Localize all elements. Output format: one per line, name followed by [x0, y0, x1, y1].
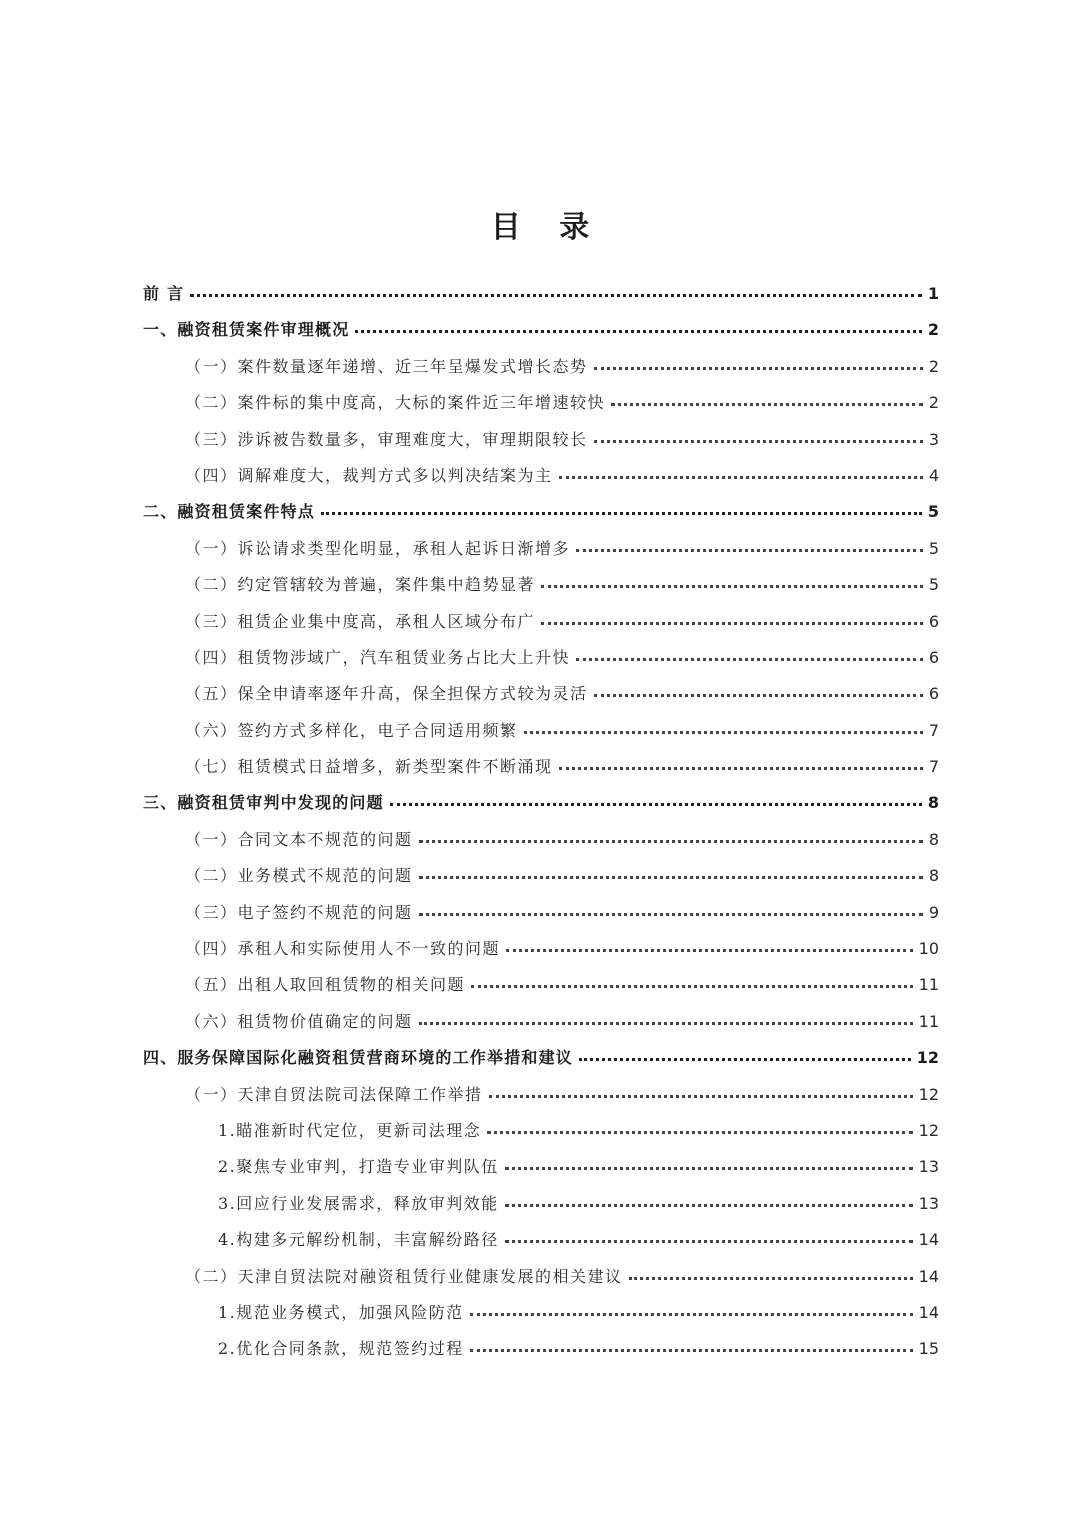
toc-entry[interactable] [143, 858, 939, 894]
toc-page-number: 14 [918, 1230, 939, 1250]
toc-entry[interactable] [143, 276, 939, 312]
toc-entry[interactable] [143, 1149, 939, 1185]
toc-entry-label: 一、融资租赁案件审理概况 [143, 320, 350, 340]
page-title: 目 录 [490, 210, 604, 245]
toc-entry-label: 前 言 [143, 284, 185, 303]
toc-entry[interactable] [143, 349, 939, 385]
toc-dot-leader [524, 719, 923, 734]
toc-entry-label: 2.聚焦专业审判，打造专业审判队伍 [218, 1157, 499, 1177]
toc-entry-label: （六）签约方式多样化，电子合同适用频繁 [185, 720, 518, 740]
toc-entry[interactable] [143, 1040, 939, 1076]
toc-dot-leader [541, 610, 923, 625]
toc-page-number: 2 [928, 393, 939, 413]
toc-dot-leader [355, 318, 921, 333]
toc-entry[interactable] [143, 1113, 939, 1149]
toc-dot-leader [506, 937, 913, 952]
toc-page-number: 12 [918, 1084, 939, 1104]
toc-dot-leader [576, 537, 923, 552]
toc-page-number: 10 [918, 939, 939, 959]
toc-entry-label: （二）天津自贸法院对融资租赁行业健康发展的相关建议 [185, 1266, 623, 1286]
toc-page-number: 7 [928, 720, 939, 740]
toc-dot-leader [190, 282, 922, 297]
table-of-contents [143, 276, 939, 1368]
toc-entry-label: （三）租赁企业集中度高，承租人区域分布广 [185, 611, 536, 631]
toc-dot-leader [390, 791, 922, 806]
toc-entry-label: 1.规范业务模式，加强风险防范 [218, 1302, 464, 1322]
toc-entry-label: 二、融资租赁案件特点 [143, 502, 316, 522]
toc-entry[interactable] [143, 749, 939, 785]
toc-page-number: 2 [928, 356, 939, 376]
toc-page-number: 13 [918, 1157, 939, 1177]
toc-dot-leader [594, 355, 923, 370]
toc-entry[interactable] [143, 604, 939, 640]
toc-dot-leader [470, 1337, 913, 1352]
toc-page-number: 5 [928, 538, 939, 558]
toc-dot-leader [489, 1083, 913, 1098]
toc-page-number: 6 [928, 647, 939, 667]
toc-entry-label: （三）电子签约不规范的问题 [185, 902, 413, 922]
toc-page-number: 4 [928, 465, 939, 485]
toc-dot-leader [541, 573, 923, 588]
toc-page-number: 11 [918, 1011, 939, 1031]
toc-entry[interactable] [143, 931, 939, 967]
toc-dot-leader [579, 1046, 911, 1061]
toc-dot-leader [471, 973, 913, 988]
toc-page-number: 14 [918, 1302, 939, 1322]
toc-entry[interactable] [143, 1004, 939, 1040]
toc-entry[interactable] [143, 385, 939, 421]
toc-entry[interactable] [143, 312, 939, 348]
toc-dot-leader [559, 464, 923, 479]
toc-page-number: 8 [928, 866, 939, 886]
toc-entry-label: （一）合同文本不规范的问题 [185, 829, 413, 849]
toc-dot-leader [576, 646, 923, 661]
toc-dot-leader [505, 1155, 913, 1170]
toc-dot-leader [419, 864, 923, 879]
toc-entry-label: 4.构建多元解纷机制，丰富解纷路径 [218, 1230, 499, 1250]
toc-entry[interactable] [143, 640, 939, 676]
toc-page-number: 12 [916, 1048, 939, 1068]
toc-entry[interactable] [143, 785, 939, 821]
toc-dot-leader [559, 755, 923, 770]
toc-entry-label: 3.回应行业发展需求，释放审判效能 [218, 1193, 499, 1213]
toc-entry-label: （五）保全申请率逐年升高，保全担保方式较为灵活 [185, 684, 588, 704]
toc-entry[interactable] [143, 1077, 939, 1113]
toc-entry[interactable] [143, 1259, 939, 1295]
toc-entry-label: 三、融资租赁审判中发现的问题 [143, 793, 384, 813]
toc-entry[interactable] [143, 967, 939, 1003]
toc-page-number: 5 [928, 575, 939, 595]
toc-entry[interactable] [143, 676, 939, 712]
toc-dot-leader [470, 1301, 913, 1316]
toc-dot-leader [505, 1228, 913, 1243]
toc-entry-label: 1.瞄准新时代定位，更新司法理念 [218, 1120, 482, 1140]
toc-entry-label: 2.优化合同条款，规范签约过程 [218, 1339, 464, 1359]
toc-dot-leader [419, 828, 923, 843]
toc-entry[interactable] [143, 713, 939, 749]
toc-entry-label: （三）涉诉被告数量多，审理难度大，审理期限较长 [185, 429, 588, 449]
toc-dot-leader [629, 1265, 913, 1280]
toc-entry[interactable] [143, 458, 939, 494]
toc-entry-label: （二）约定管辖较为普遍，案件集中趋势显著 [185, 575, 536, 595]
toc-page-number: 7 [928, 757, 939, 777]
toc-entry-label: （二）业务模式不规范的问题 [185, 866, 413, 886]
toc-entry-label: （一）案件数量逐年递增、近三年呈爆发式增长态势 [185, 356, 588, 376]
toc-page-number: 12 [918, 1120, 939, 1140]
toc-entry-label: （四）租赁物涉域广，汽车租赁业务占比大上升快 [185, 647, 571, 667]
toc-entry[interactable] [143, 1331, 939, 1367]
toc-entry[interactable] [143, 1186, 939, 1222]
toc-dot-leader [594, 428, 923, 443]
toc-dot-leader [419, 901, 923, 916]
toc-page-number: 14 [918, 1266, 939, 1286]
toc-entry-label: （五）出租人取回租赁物的相关问题 [185, 975, 466, 995]
toc-page-number: 8 [928, 829, 939, 849]
toc-page-number: 11 [918, 975, 939, 995]
toc-entry[interactable] [143, 895, 939, 931]
toc-page-number: 2 [927, 320, 939, 340]
toc-entry[interactable] [143, 1295, 939, 1331]
toc-entry[interactable] [143, 494, 939, 530]
toc-page-number: 9 [928, 902, 939, 922]
toc-dot-leader [487, 1119, 912, 1134]
toc-dot-leader [611, 391, 923, 406]
toc-dot-leader [321, 500, 922, 515]
toc-entry[interactable] [143, 422, 939, 458]
toc-entry-label: （六）租赁物价值确定的问题 [185, 1011, 413, 1031]
toc-dot-leader [594, 682, 923, 697]
toc-page-number: 6 [928, 611, 939, 631]
toc-entry-label: 四、服务保障国际化融资租赁营商环境的工作举措和建议 [143, 1048, 574, 1068]
toc-entry[interactable] [143, 822, 939, 858]
toc-page-number: 3 [928, 429, 939, 449]
toc-entry-label: （一）天津自贸法院司法保障工作举措 [185, 1084, 483, 1104]
toc-dot-leader [505, 1192, 913, 1207]
toc-page-number: 6 [928, 684, 939, 704]
toc-entry-label: （四）承租人和实际使用人不一致的问题 [185, 939, 501, 959]
toc-entry[interactable] [143, 567, 939, 603]
toc-entry[interactable] [143, 531, 939, 567]
toc-entry-label: （二）案件标的集中度高，大标的案件近三年增速较快 [185, 393, 606, 413]
toc-page-number: 1 [927, 284, 939, 303]
toc-entry-label: （四）调解难度大，裁判方式多以判决结案为主 [185, 465, 553, 485]
toc-entry[interactable] [143, 1222, 939, 1258]
toc-page-number: 5 [927, 502, 939, 522]
toc-page-number: 13 [918, 1193, 939, 1213]
toc-dot-leader [419, 1010, 913, 1025]
toc-entry-label: （七）租赁模式日益增多，新类型案件不断涌现 [185, 757, 553, 777]
toc-page-number: 15 [918, 1339, 939, 1359]
toc-page-number: 8 [927, 793, 939, 813]
toc-entry-label: （一）诉讼请求类型化明显，承租人起诉日渐增多 [185, 538, 571, 558]
